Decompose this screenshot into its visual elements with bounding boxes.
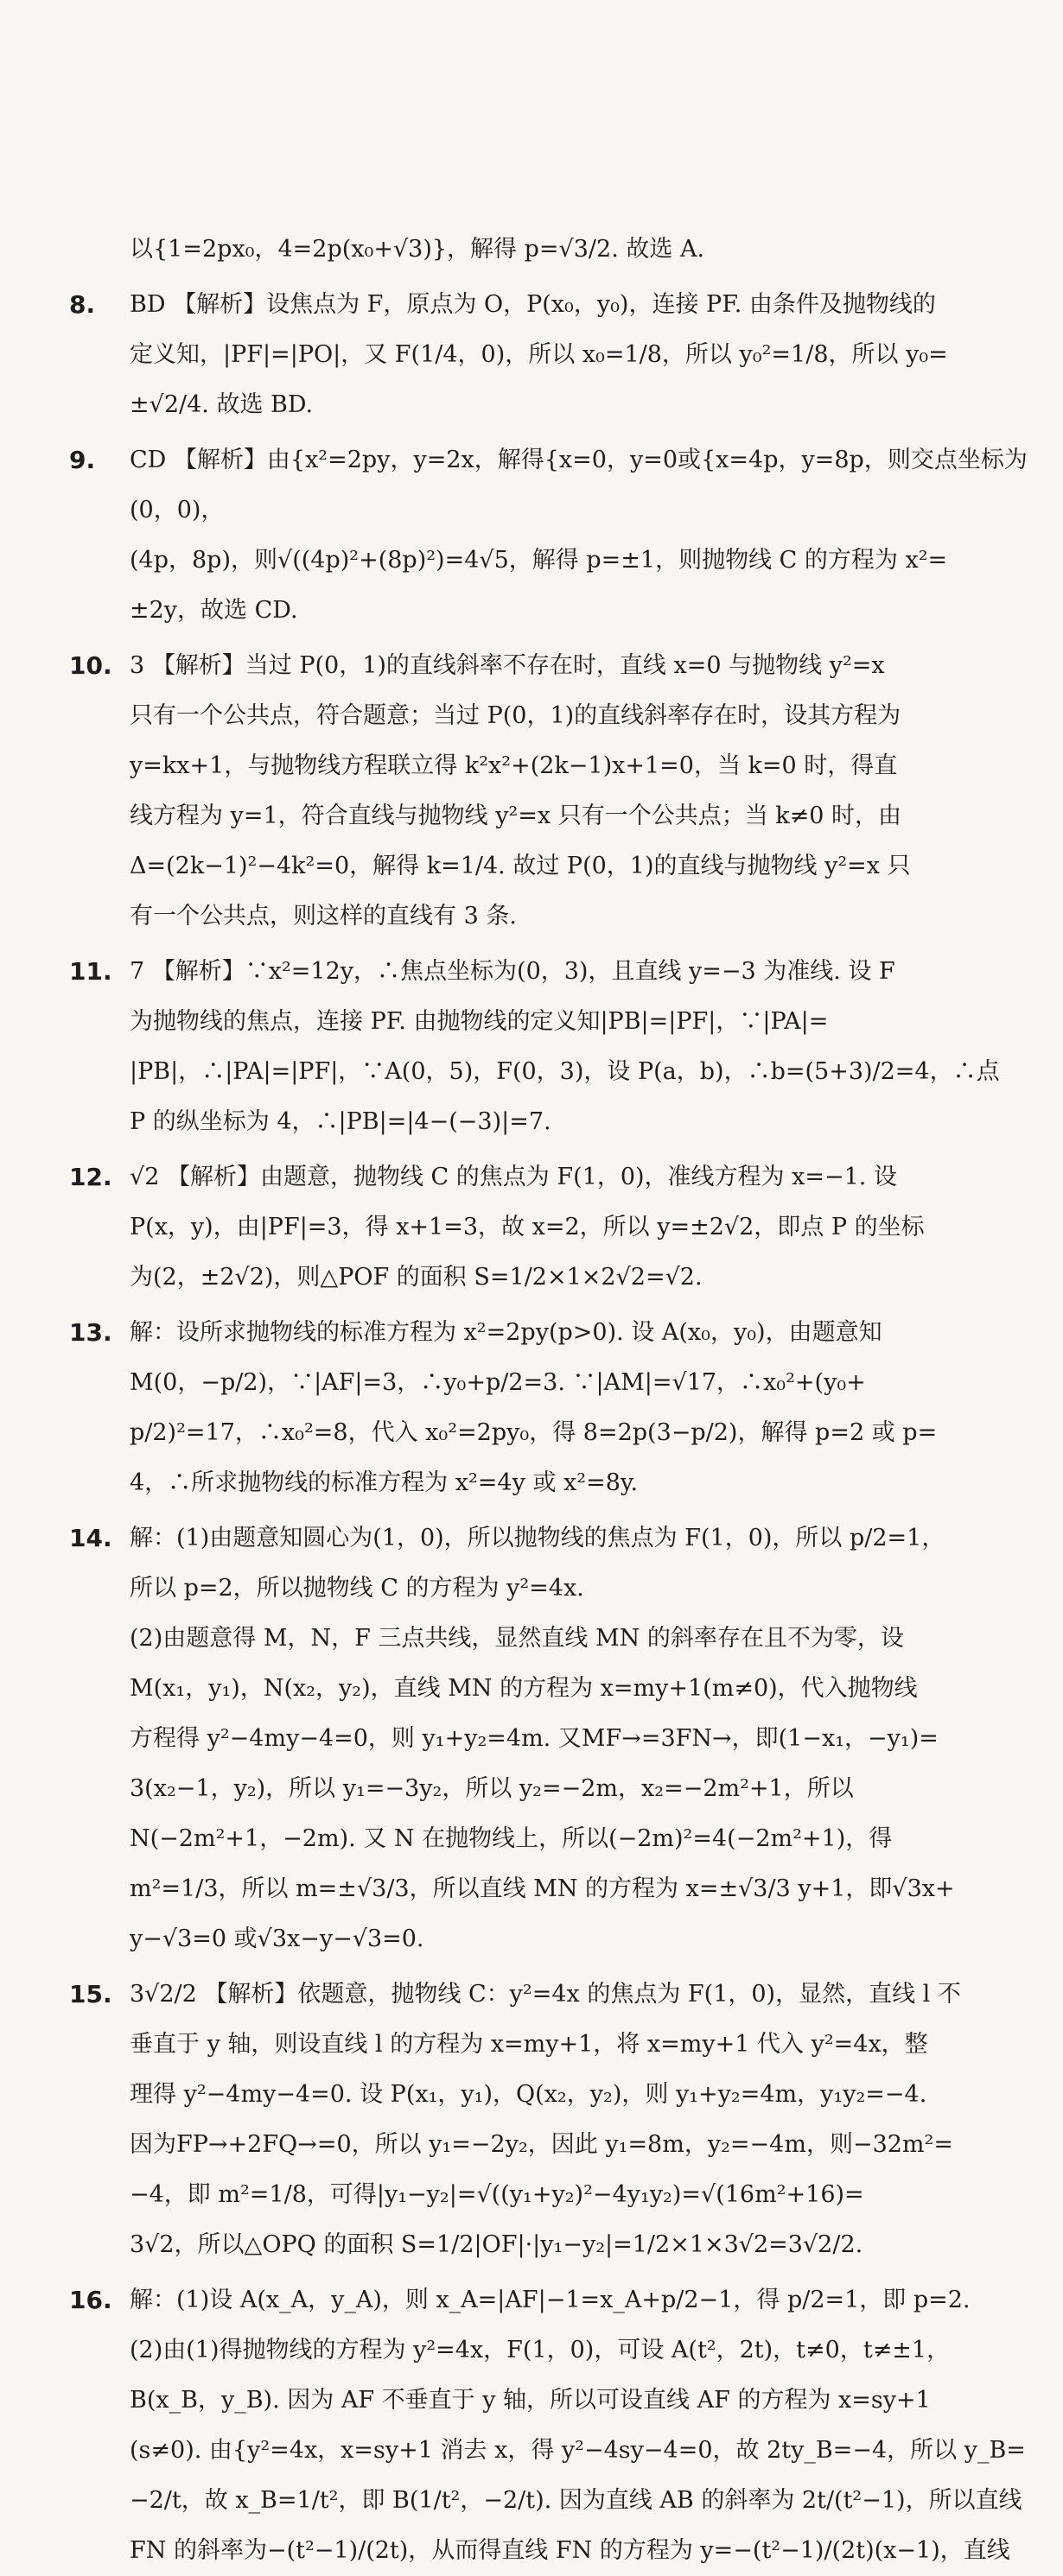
text-line: 方程得 y²−4my−4=0，则 y₁+y₂=4m. 又MF→=3FN→，即(1−x₁，−y₁)= (130, 1725, 939, 1752)
answer-item-14 (69, 1513, 1028, 1964)
text-line: 解：(1)由题意知圆心为(1，0)，所以抛物线的焦点为 F(1，0)，所以 p/2=1， (130, 1525, 945, 1551)
text-line: P 的纵坐标为 4，∴|PB|=|4−(−3)|=7. (130, 1108, 551, 1135)
answer-item-8 (69, 280, 1028, 430)
text-line: M(0，−p/2)，∵|AF|=3，∴y₀+p/2=3. ∵|AM|=√17，∴x₀²+(y₀+ (130, 1369, 866, 1396)
text-line: −2/t，故 x_B=1/t²，即 B(1/t²，−2/t). 因为直线 AB 的斜率为 2t/(t²−1)，所以直线 (130, 2487, 1022, 2514)
text-line: 定义知，|PF|=|PO|，又 F(1/4，0)，所以 x₀=1/8，所以 y₀²=1/8，所以 y₀= (130, 341, 948, 368)
text-line: 因为FP→+2FQ→=0，所以 y₁=−2y₂，因此 y₁=8m，y₂=−4m，则−32m²= (130, 2131, 953, 2158)
text-line: 7 【解析】∵x²=12y，∴焦点坐标为(0，3)，且直线 y=−3 为准线. 设 F (130, 958, 895, 985)
answer-item-10 (69, 641, 1028, 942)
answer-item-16 (69, 2275, 1028, 2576)
answer-item-13 (69, 1308, 1028, 1508)
text-line: 3 【解析】当过 P(0，1)的直线斜率不存在时，直线 x=0 与抛物线 y²=x (130, 652, 885, 679)
item-number: 12. (69, 1163, 112, 1191)
text-line: 解：设所求抛物线的标准方程为 x²=2py(p>0). 设 A(x₀，y₀)，由题意知 (130, 1319, 882, 1346)
text-line: 线方程为 y=1，符合直线与抛物线 y²=x 只有一个公共点；当 k≠0 时，由 (130, 803, 902, 829)
text-line: 3√2，所以△OPQ 的面积 S=1/2|OF|·|y₁−y₂|=1/2×1×3√2=3√2/2. (130, 2231, 863, 2258)
text-line: FN 的斜率为−(t²−1)/(2t)，从而得直线 FN 的方程为 y=−(t²−1)/(2t)(x−1)，直线 (130, 2537, 1010, 2564)
text-line: B(x_B，y_B). 因为 AF 不垂直于 y 轴，所以可设直线 AF 的方程为 x=sy+1 (130, 2387, 931, 2414)
text-line: |PB|，∴|PA|=|PF|，∵A(0，5)，F(0，3)，设 P(a，b)，∴b=(5+3)/2=4，∴点 (130, 1058, 1000, 1085)
text-line: 理得 y²−4my−4=0. 设 P(x₁，y₁)，Q(x₂，y₂)，则 y₁+y₂=4m，y₁y₂=−4. (130, 2081, 927, 2108)
text-line: √2 【解析】由题意，抛物线 C 的焦点为 F(1，0)，准线方程为 x=−1. 设 (130, 1164, 897, 1190)
text-line: BD 【解析】设焦点为 F，原点为 O，P(x₀，y₀)，连接 PF. 由条件及抛物线的 (130, 291, 936, 318)
text-line: (2)由题意得 M，N，F 三点共线，显然直线 MN 的斜率存在且不为零，设 (130, 1625, 904, 1652)
text-line: 垂直于 y 轴，则设直线 l 的方程为 x=my+1，将 x=my+1 代入 y²=4x，整 (130, 2031, 928, 2058)
text-line: (2)由(1)得抛物线的方程为 y²=4x，F(1，0)，可设 A(t²，2t)，t≠0，t≠±1， (130, 2337, 951, 2363)
text-line: −4，即 m²=1/8，可得|y₁−y₂|=√((y₁+y₂)²−4y₁y₂)=√(16m²+16)= (130, 2181, 864, 2208)
text-line: CD 【解析】由{x²=2py，y=2x，解得{x=0，y=0或{x=4p，y=8p，则交点坐标为(0，0)， (130, 447, 1028, 523)
text-line: 为(2，±2√2)，则△POF 的面积 S=1/2×1×2√2=√2. (130, 1264, 703, 1291)
text-line: (4p，8p)，则√((4p)²+(8p)²)=4√5，解得 p=±1，则抛物线 C 的方程为 x²= (130, 547, 948, 574)
item-number: 14. (69, 1524, 112, 1552)
item-number: 10. (69, 651, 112, 680)
text-line: p/2)²=17，∴x₀²=8，代入 x₀²=2py₀，得 8=2p(3−p/2)，解得 p=2 或 p= (130, 1419, 938, 1446)
item-number: 13. (69, 1318, 112, 1347)
item-number: 8. (69, 290, 96, 319)
text-line: P(x，y)，由|PF|=3，得 x+1=3，故 x=2，所以 y=±2√2，即点 P 的坐标 (130, 1214, 925, 1240)
text-line: 以{1=2px₀，4=2p(x₀+√3)}，解得 p=√3/2. 故选 A. (130, 236, 705, 263)
item-number: 9. (69, 446, 96, 474)
text-line: Δ=(2k−1)²−4k²=0，解得 k=1/4. 故过 P(0，1)的直线与抛物线 y²=x 只 (130, 853, 911, 879)
answer-item-15 (69, 1970, 1028, 2270)
item-number: 11. (69, 957, 112, 986)
text-line: 4，∴所求抛物线的标准方程为 x²=4y 或 x²=8y. (130, 1469, 639, 1496)
item-number: 16. (69, 2286, 112, 2314)
item-number: 15. (69, 1980, 112, 2008)
text-line: y−√3=0 或√3x−y−√3=0. (130, 1926, 424, 1952)
answer-item-12 (69, 1152, 1028, 1303)
text-line: M(x₁，y₁)，N(x₂，y₂)，直线 MN 的方程为 x=my+1(m≠0)，代入抛物线 (130, 1675, 918, 1702)
text-line: (s≠0). 由{y²=4x，x=sy+1 消去 x，得 y²−4sy−4=0，故 2ty_B=−4，所以 y_B= (130, 2437, 1026, 2464)
text-line: 只有一个公共点，符合题意；当过 P(0，1)的直线斜率存在时，设其方程为 (130, 702, 901, 729)
text-line: ±2y，故选 CD. (130, 597, 298, 624)
text-line: 3√2/2 【解析】依题意，抛物线 C：y²=4x 的焦点为 F(1，0)，显然，直线 l 不 (130, 1981, 961, 2008)
fragment-block (130, 225, 1028, 275)
text-line: 有一个公共点，则这样的直线有 3 条. (130, 903, 517, 930)
text-line: m²=1/3，所以 m=±√3/3，所以直线 MN 的方程为 x=±√3/3 y+1，即√3x+ (130, 1875, 955, 1902)
text-line: 所以 p=2，所以抛物线 C 的方程为 y²=4x. (130, 1575, 584, 1602)
text-line: 3(x₂−1，y₂)，所以 y₁=−3y₂，所以 y₂=−2m，x₂=−2m²+1，所以 (130, 1775, 854, 1802)
text-line: ±√2/4. 故选 BD. (130, 391, 314, 418)
text-line: y=kx+1，与抛物线方程联立得 k²x²+(2k−1)x+1=0，当 k=0 时，得直 (130, 752, 898, 779)
answer-item-9 (69, 435, 1028, 636)
text-line: 为抛物线的焦点，连接 PF. 由抛物线的定义知|PB|=|PF|，∵|PA|= (130, 1008, 829, 1035)
text-line: 解：(1)设 A(x_A，y_A)，则 x_A=|AF|−1=x_A+p/2−1，得 p/2=1，即 p=2. (130, 2287, 971, 2313)
text-line: N(−2m²+1，−2m). 又 N 在抛物线上，所以(−2m)²=4(−2m²+1)，得 (130, 1825, 893, 1852)
answer-item-11 (69, 947, 1028, 1147)
